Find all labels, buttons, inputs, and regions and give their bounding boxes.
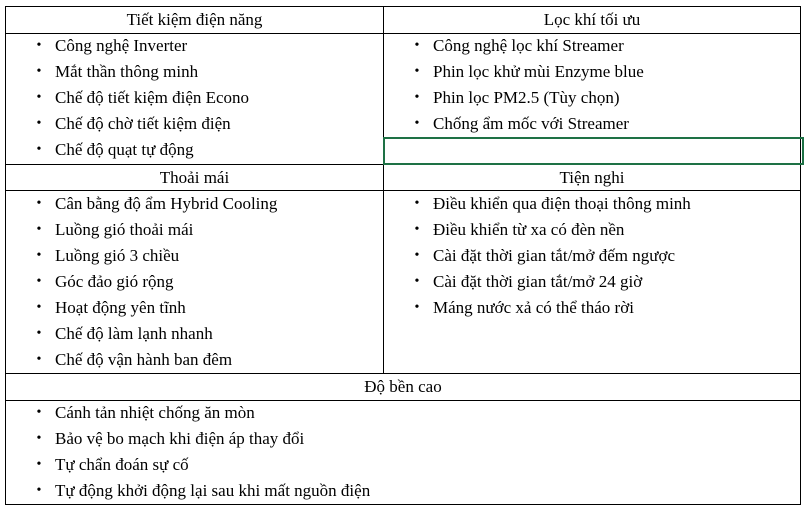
list-item: • Điều khiển từ xa có đèn nền — [402, 217, 797, 243]
list-air-filter — [402, 33, 797, 137]
list-item: • Luồng gió thoải mái — [24, 217, 379, 243]
bullet-icon: • — [414, 274, 420, 289]
list-item: • Cánh tản nhiệt chống ăn mòn — [24, 400, 784, 426]
list-item: • Cân bằng độ ẩm Hybrid Cooling — [24, 191, 379, 217]
section-title-durability: Độ bền cao — [364, 377, 442, 396]
list-item: • Máng nước xả có thể tháo rời — [402, 295, 797, 321]
list-comfort — [24, 191, 379, 373]
list-item: • Chế độ chờ tiết kiệm điện — [24, 111, 379, 137]
selected-cell[interactable] — [383, 137, 804, 165]
list-item: • Chế độ vận hành ban đêm — [24, 347, 379, 373]
bullet-icon: • — [36, 90, 42, 105]
bullet-icon: • — [414, 64, 420, 79]
bullet-icon: • — [414, 300, 420, 315]
bullet-icon: • — [36, 352, 42, 367]
list-item: • Cài đặt thời gian tắt/mở đếm ngược — [402, 243, 797, 269]
list-item: • Hoạt động yên tĩnh — [24, 295, 379, 321]
bullet-icon: • — [36, 405, 42, 420]
bullet-icon: • — [36, 326, 42, 341]
section-title-convenience: Tiện nghi — [559, 168, 625, 187]
list-item: • Mắt thần thông minh — [24, 59, 379, 85]
list-item: • Điều khiển qua điện thoại thông minh — [402, 191, 797, 217]
bullet-icon: • — [414, 38, 420, 53]
bullet-icon: • — [414, 196, 420, 211]
list-item: • Phin lọc PM2.5 (Tùy chọn) — [402, 85, 797, 111]
bullet-icon: • — [36, 274, 42, 289]
bullet-icon: • — [414, 116, 420, 131]
section-title-air-filter: Lọc khí tối ưu — [543, 10, 641, 29]
list-item: • Chế độ tiết kiệm điện Econo — [24, 85, 379, 111]
list-item: • Chế độ làm lạnh nhanh — [24, 321, 379, 347]
bullet-icon: • — [414, 222, 420, 237]
list-item: • Chế độ quạt tự động — [24, 137, 379, 163]
list-item: • Bảo vệ bo mạch khi điện áp thay đổi — [24, 426, 784, 452]
list-energy-saving — [24, 33, 379, 163]
bullet-icon: • — [36, 248, 42, 263]
list-item: • Góc đảo gió rộng — [24, 269, 379, 295]
list-item: • Công nghệ lọc khí Streamer — [402, 33, 797, 59]
bullet-icon: • — [36, 38, 42, 53]
grid-line-left — [5, 6, 6, 505]
bullet-icon: • — [36, 196, 42, 211]
list-convenience — [402, 191, 797, 321]
list-item: • Chống ẩm mốc với Streamer — [402, 111, 797, 137]
bullet-icon: • — [36, 457, 42, 472]
list-item: • Công nghệ Inverter — [24, 33, 379, 59]
bullet-icon: • — [36, 222, 42, 237]
list-item: • Cài đặt thời gian tắt/mở 24 giờ — [402, 269, 797, 295]
bullet-icon: • — [36, 116, 42, 131]
section-title-energy-saving: Tiết kiệm điện năng — [126, 10, 263, 29]
grid-line-bottom — [5, 504, 801, 505]
list-item: • Tự chẩn đoán sự cố — [24, 452, 784, 478]
list-item: • Phin lọc khử mùi Enzyme blue — [402, 59, 797, 85]
bullet-icon: • — [36, 142, 42, 157]
list-item: • Luồng gió 3 chiều — [24, 243, 379, 269]
list-item: • Tự động khởi động lại sau khi mất nguồn điện — [24, 478, 784, 504]
bullet-icon: • — [414, 90, 420, 105]
grid-line-right — [800, 6, 801, 505]
bullet-icon: • — [36, 64, 42, 79]
bullet-icon: • — [36, 300, 42, 315]
bullet-icon: • — [36, 431, 42, 446]
section-title-comfort: Thoải mái — [159, 168, 230, 187]
bullet-icon: • — [36, 483, 42, 498]
bullet-icon: • — [414, 248, 420, 263]
list-durability — [24, 400, 784, 504]
